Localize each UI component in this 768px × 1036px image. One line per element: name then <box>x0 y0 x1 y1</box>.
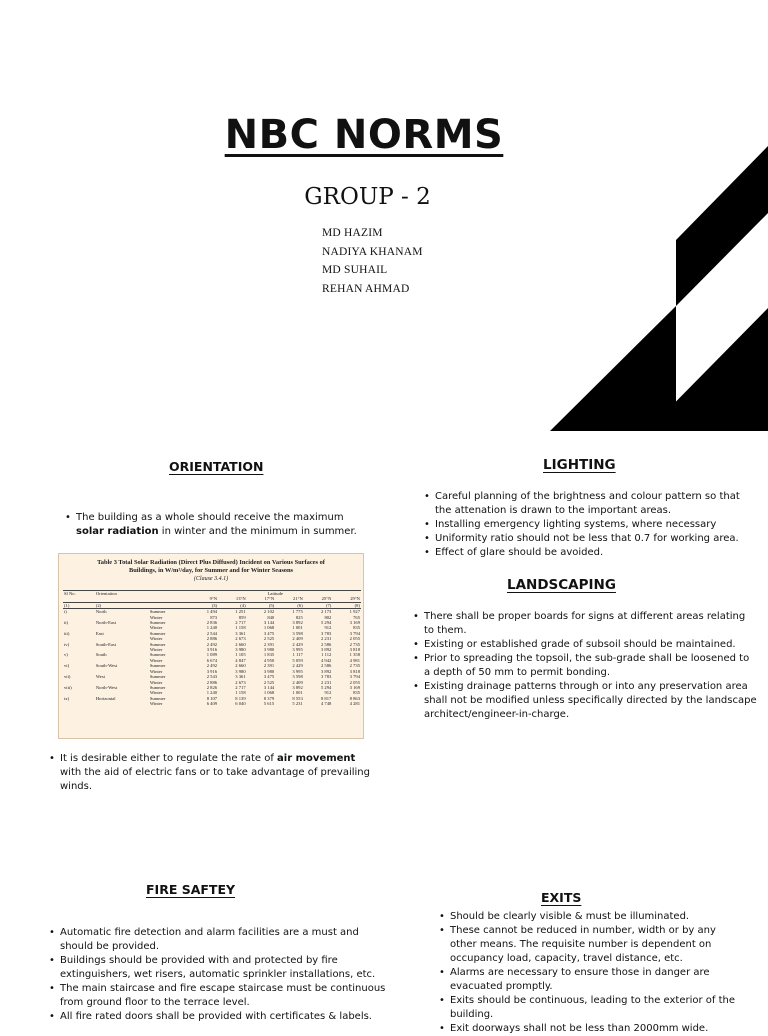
latitude-header: 29°N <box>332 596 361 602</box>
row-season: Summer <box>149 652 166 658</box>
table-cell: 1 158 <box>235 625 246 631</box>
table-cell: 1 117 <box>292 652 303 658</box>
table-cell: 4 847 <box>235 657 246 663</box>
row-sl: viii) <box>64 684 72 690</box>
list-item: • There shall be proper boards for signs at different areas relating to them. <box>412 610 757 638</box>
latitude-header: 17°N <box>247 596 276 602</box>
table-cell: 2 409 <box>292 679 303 685</box>
column-number: (4) <box>218 602 247 608</box>
table-caption: Table 3 Total Solar Radiation (Direct Plus Diffused) Incident on Various Surfaces of Buildings, in W/m²/day, for Summer and for Winter Seasons <box>97 559 325 574</box>
list-item: • The main staircase and fire escape staircase must be continuous from ground floor to the terrace level. <box>48 982 388 1010</box>
table-cell: 1 240 <box>206 690 218 696</box>
table-cell: 3 980 <box>263 668 275 674</box>
table-cell: 3 892 <box>292 684 303 690</box>
table-cell: 3 995 <box>292 668 303 674</box>
table-cell: 1 001 <box>292 625 303 631</box>
list-item: • Installing emergency lighting systems, where necessary <box>423 518 743 532</box>
list-item: • These cannot be reduced in number, width or by any other means. The requisite number is dependent on occupancy load, capacity, travel distance, etc. <box>438 924 738 966</box>
table-cell: 1 835 <box>263 652 275 658</box>
table-cell: 873 <box>210 614 218 620</box>
lighting-list <box>423 490 743 560</box>
column-number: (2) <box>95 602 149 608</box>
row-orientation: West <box>95 674 105 680</box>
table-cell: 5 294 <box>320 684 332 690</box>
black-stripe-upper <box>676 146 768 306</box>
table-cell: 2 102 <box>263 609 275 615</box>
column-number: (1) <box>63 602 95 608</box>
table-cell: 3 475 <box>263 674 275 680</box>
orientation-heading: ORIENTATION <box>169 459 264 474</box>
latitude-header: 25°N <box>304 596 333 602</box>
column-number: (5) <box>247 602 276 608</box>
exits-heading: EXITS <box>541 890 582 905</box>
row-season: Winter <box>149 668 163 674</box>
table-cell: 3 995 <box>292 647 303 653</box>
table-cell: 912 <box>324 625 332 631</box>
list-item: • Exits should be continuous, leading to the exterior of the building. <box>438 994 738 1022</box>
row-orientation: East <box>95 630 104 636</box>
table-cell: 2 660 <box>235 663 246 669</box>
row-season: Winter <box>149 625 163 631</box>
table-cell: 1 068 <box>263 690 275 696</box>
list-item: • Buildings should be provided with and protected by fire extinguishers, wet risers, automatic sprinkler installations, etc. <box>48 954 388 982</box>
row-sl: ix) <box>64 695 70 701</box>
fire-safety-list <box>48 926 388 1024</box>
column-number: (7) <box>304 602 333 608</box>
row-season: Summer <box>149 674 166 680</box>
latitude-header: 9°N <box>190 596 219 602</box>
row-season: Summer <box>149 630 166 636</box>
orientation-bold: air movement <box>277 753 356 764</box>
table-cell: 1 927 <box>349 609 360 615</box>
orientation-list <box>64 511 374 539</box>
lighting-heading: LIGHTING <box>543 457 616 473</box>
list-item: • Exit doorways shall not be less than 2000mm wide. <box>438 1022 738 1036</box>
table-cell: 8 863 <box>349 695 360 701</box>
row-orientation: North-West <box>95 684 118 690</box>
row-orientation: Horizontal <box>95 695 116 701</box>
list-item: • Effect of glare should be avoided. <box>423 546 743 560</box>
table-cell: 3 169 <box>349 620 360 626</box>
list-item: • All fire rated doors shall be provided with certificates & labels. <box>48 1010 388 1024</box>
row-season: Summer <box>149 609 166 615</box>
table-cell: 5 294 <box>320 620 332 626</box>
table-cell: 3 361 <box>235 630 246 636</box>
row-season: Winter <box>149 657 163 663</box>
row-orientation: South-West <box>95 663 118 669</box>
table-cell: 2 717 <box>235 620 246 626</box>
row-sl <box>63 701 95 706</box>
table-cell: 2 173 <box>320 609 332 615</box>
table-cell: 1 240 <box>206 625 218 631</box>
table-cell: 1 775 <box>292 609 303 615</box>
table-cell: 3 794 <box>349 674 360 680</box>
table-cell: 3 598 <box>292 630 303 636</box>
black-stripe-lower <box>550 306 676 431</box>
table-cell: 835 <box>353 625 360 631</box>
table-cell: 8 139 <box>235 695 246 701</box>
table-cell: 2 886 <box>206 679 218 685</box>
orientation-list-2 <box>48 752 374 794</box>
table-cell: 1 494 <box>206 609 218 615</box>
table-clause: (Clause 3.4.1) <box>193 576 229 582</box>
table-cell: 4 748 <box>320 701 332 707</box>
column-number: (6) <box>275 602 304 608</box>
table-cell: 3 818 <box>349 647 360 653</box>
row-season: Winter <box>149 636 163 642</box>
solar-radiation-table-image <box>58 553 364 739</box>
table-cell: 4 950 <box>263 657 275 663</box>
table-cell: 840 <box>267 614 275 620</box>
row-sl: i) <box>64 609 67 615</box>
table-cell: 8 107 <box>206 695 218 701</box>
table-cell: 2 492 <box>206 641 218 647</box>
table-cell: 6 674 <box>206 657 218 663</box>
table-cell: 3 783 <box>320 674 332 680</box>
table-cell: 2 391 <box>263 663 275 669</box>
row-sl: vii) <box>64 674 71 680</box>
row-sl: ii) <box>64 620 69 626</box>
table-cell: 3 916 <box>206 668 218 674</box>
table-cell: 1 251 <box>235 609 246 615</box>
row-orientation: North-East <box>95 620 116 626</box>
list-item: • Careful planning of the brightness and colour pattern so that the attenation is drawn to the important areas. <box>423 490 743 518</box>
table-cell: 1 112 <box>321 652 332 658</box>
table-cell: 3 144 <box>263 684 275 690</box>
table-cell: 1 158 <box>235 690 246 696</box>
table-cell: 2 492 <box>206 663 218 669</box>
latitude-header: 21°N <box>275 596 304 602</box>
table-cell: 2 525 <box>263 679 275 685</box>
table-cell: 4 942 <box>320 657 332 663</box>
table-cell: 2 673 <box>235 636 246 642</box>
row-season: Winter <box>149 701 163 707</box>
row-season: Winter <box>149 679 163 685</box>
table-cell: 8 817 <box>320 695 332 701</box>
list-item: • Should be clearly visible & must be illuminated. <box>438 910 738 924</box>
table-cell: 912 <box>324 690 332 696</box>
member-name: REHAN AHMAD <box>322 282 410 295</box>
col-latitude: Latitude <box>190 591 361 597</box>
row-sl: iv) <box>64 641 70 647</box>
table-cell: 3 783 <box>320 630 332 636</box>
table-cell: 3 892 <box>320 668 332 674</box>
orientation-text: It is desirable either to regulate the rate of <box>60 753 278 764</box>
table-cell: 802 <box>324 614 332 620</box>
column-number: (8) <box>332 602 361 608</box>
row-orientation: South <box>95 652 107 658</box>
table-cell: 3 980 <box>235 668 246 674</box>
table-cell: 1 068 <box>263 625 275 631</box>
table-cell: 765 <box>353 614 360 620</box>
table-cell: 2 409 <box>292 636 303 642</box>
column-number: (3) <box>190 602 219 608</box>
list-item <box>64 511 374 539</box>
row-season: Winter <box>149 690 163 696</box>
row-season: Summer <box>149 663 166 669</box>
col-sl: Sl No. <box>63 591 95 597</box>
table-cell: 2 586 <box>320 663 332 669</box>
table-cell: 2 525 <box>263 636 275 642</box>
table-cell: 2 544 <box>206 630 218 636</box>
table-cell: 2 717 <box>235 684 246 690</box>
table-cell: 2 055 <box>349 636 360 642</box>
member-name: MD HAZIM <box>322 227 383 239</box>
table-row <box>63 701 361 706</box>
landscaping-list <box>412 610 757 722</box>
table-cell: 2 055 <box>349 679 360 685</box>
table-cell: 2 429 <box>292 663 303 669</box>
table-cell: 2 735 <box>349 641 360 647</box>
row-orientation <box>95 701 149 706</box>
table-cell: 3 916 <box>206 647 218 653</box>
table-cell: 2 391 <box>263 641 275 647</box>
row-season: Winter <box>149 647 163 653</box>
table-cell: 3 980 <box>235 647 246 653</box>
col-orientation: Orientation <box>95 591 149 597</box>
table-cell: 3 818 <box>349 668 360 674</box>
list-item: • Existing drainage patterns through or into any preservation area shall not be modified unless specifically directed by the landscape architect/engineer-in-charge. <box>412 680 757 722</box>
orientation-text: The building as a whole should receive the maximum <box>76 512 344 523</box>
table-cell: 2 429 <box>292 641 303 647</box>
orientation-text: with the aid of electric fans or to take advantage of prevailing winds. <box>60 767 370 792</box>
row-season: Summer <box>149 684 166 690</box>
table-cell: 8 379 <box>263 695 275 701</box>
table-cell: 825 <box>295 614 303 620</box>
page-title: NBC NORMS <box>224 112 504 158</box>
list-item: • Alarms are necessary to ensure those in danger are evacuated promptly. <box>438 966 738 994</box>
table-cell: 6 040 <box>235 701 246 707</box>
table-cell: 3 475 <box>263 630 275 636</box>
table-cell: 5 059 <box>292 657 303 663</box>
table-cell: 4 981 <box>349 657 360 663</box>
member-name: NADIYA KHANAM <box>322 245 423 258</box>
list-item: • Automatic fire detection and alarm facilities are a must and should be provided. <box>48 926 388 954</box>
table-cell: 1 105 <box>235 652 246 658</box>
row-season: Summer <box>149 695 166 701</box>
table-cell: 3 169 <box>349 684 360 690</box>
table-cell: 1 089 <box>206 652 218 658</box>
solar-radiation-table <box>63 590 361 707</box>
list-item: • Prior to spreading the topsoil, the sub-grade shall be loosened to a depth of 50 mm to permit bonding. <box>412 652 757 680</box>
row-orientation: North <box>95 609 107 615</box>
table-cell: 5 615 <box>263 701 275 707</box>
table-cell: 2 660 <box>235 641 246 647</box>
table-cell: 2 586 <box>320 641 332 647</box>
orientation-text: in winter and the minimum in summer. <box>158 526 357 537</box>
landscaping-heading: LANDSCAPING <box>507 577 616 593</box>
member-list <box>322 224 423 298</box>
latitude-header: 13°N <box>218 596 247 602</box>
table-cell: 6 409 <box>206 701 218 707</box>
table-cell: 3 892 <box>320 647 332 653</box>
orientation-bold: solar radiation <box>76 526 159 537</box>
table-cell: 8 553 <box>292 695 303 701</box>
table-cell: 2 826 <box>206 684 218 690</box>
table-cell: 3 980 <box>263 647 275 653</box>
row-orientation: South-East <box>95 641 116 647</box>
fire-safety-heading: FIRE SAFTEY <box>146 882 236 897</box>
table-cell: 3 892 <box>292 620 303 626</box>
table-cell: 2 886 <box>206 636 218 642</box>
table-cell: 835 <box>353 690 360 696</box>
table-cell: 1 358 <box>349 652 360 658</box>
row-season: Summer <box>149 641 166 647</box>
row-sl: iii) <box>64 630 70 636</box>
row-season: Summer <box>149 620 166 626</box>
row-sl: vi) <box>64 663 70 669</box>
table-cell: 2 543 <box>206 674 218 680</box>
list-item: • Uniformity ratio should not be less that 0.7 for working area. <box>423 532 743 546</box>
table-cell: 2 836 <box>206 620 218 626</box>
group-label: GROUP - 2 <box>304 184 431 210</box>
table-cell: 2 673 <box>235 679 246 685</box>
table-cell: 859 <box>238 614 246 620</box>
table-cell: 3 598 <box>292 674 303 680</box>
table-cell: 2 231 <box>320 636 332 642</box>
row-sl: v) <box>64 652 68 658</box>
table-cell: 5 231 <box>292 701 303 707</box>
exits-list <box>438 910 738 1036</box>
table-cell: 3 361 <box>235 674 246 680</box>
member-name: MD SUHAIL <box>322 264 388 277</box>
table-cell: 3 794 <box>349 630 360 636</box>
table-cell: 2 735 <box>349 663 360 669</box>
table-cell: 4 281 <box>349 701 360 707</box>
table-cell: 3 144 <box>263 620 275 626</box>
table-cell: 1 001 <box>292 690 303 696</box>
list-item <box>48 752 374 794</box>
table-cell: 2 231 <box>320 679 332 685</box>
row-season: Winter <box>149 614 163 620</box>
list-item: • Existing or established grade of subsoil should be maintained. <box>412 638 757 652</box>
